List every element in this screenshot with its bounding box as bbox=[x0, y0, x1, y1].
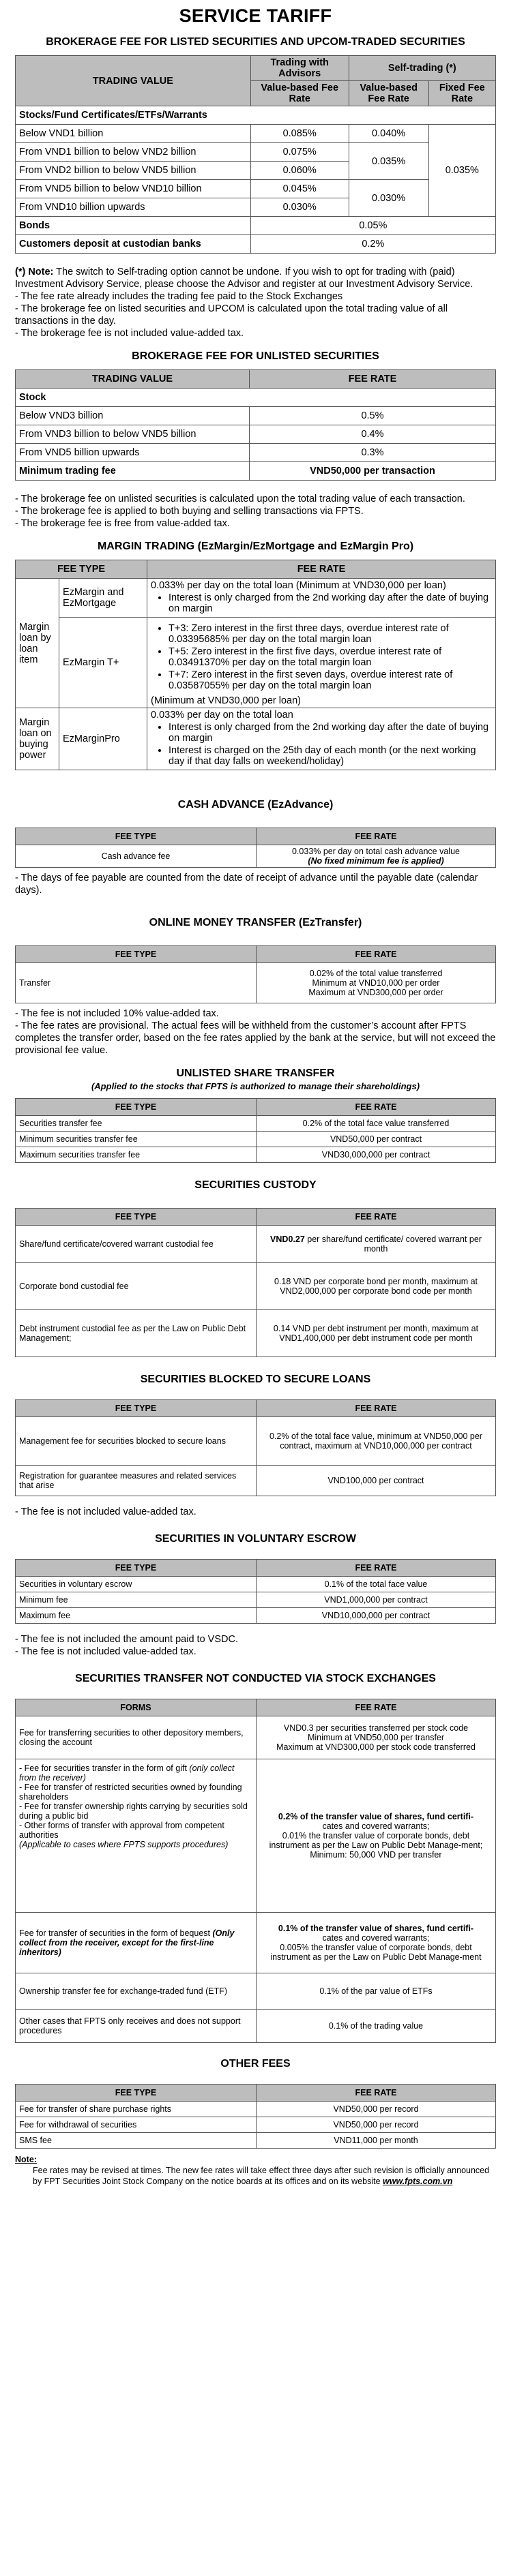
row-label: Maximum securities transfer fee bbox=[16, 1147, 257, 1163]
col-trading-value: TRADING VALUE bbox=[16, 370, 250, 389]
table-row bbox=[16, 1466, 496, 1496]
custody-heading: SECURITIES CUSTODY bbox=[194, 1179, 317, 1191]
product-name: EzMarginPro bbox=[59, 708, 147, 770]
table-row bbox=[16, 180, 496, 198]
min-fee-rate: VND50,000 per transaction bbox=[250, 462, 496, 481]
row-label: Fee for withdrawal of securities bbox=[16, 2117, 257, 2133]
cash-advance-table bbox=[15, 828, 496, 868]
unlisted-notes bbox=[15, 493, 496, 530]
row-label: From VND2 billion to below VND5 billion bbox=[16, 162, 251, 180]
bonds-rate: 0.05% bbox=[250, 217, 495, 235]
blocked-table bbox=[15, 1399, 496, 1496]
self-rate: 0.040% bbox=[349, 125, 428, 143]
col-trading-value: TRADING VALUE bbox=[16, 56, 251, 106]
unlisted-brokerage-table bbox=[15, 369, 496, 481]
table-row bbox=[16, 235, 496, 254]
final-note-label: Note: bbox=[15, 2155, 37, 2164]
table-row bbox=[16, 462, 496, 481]
table-row bbox=[16, 579, 496, 618]
row-label: Share/fund certificate/covered warrant custodial fee bbox=[16, 1226, 257, 1263]
cash-advance-notes: - The days of fee payable are counted from the date of receipt of advance until the payable date (calendar days). bbox=[15, 873, 478, 896]
table-row bbox=[16, 1226, 496, 1263]
col-fee-rate: FEE RATE bbox=[257, 828, 496, 845]
group-loan-item: Margin loan by loan item bbox=[16, 579, 59, 708]
col-fee-type: FEE TYPE bbox=[16, 1209, 257, 1226]
advisor-rate: 0.045% bbox=[250, 180, 349, 198]
custodian-rate: 0.2% bbox=[250, 235, 495, 254]
col-fee-rate: FEE RATE bbox=[257, 1099, 496, 1116]
unlisted-share-table bbox=[15, 1098, 496, 1163]
row-rate: 0.3% bbox=[250, 444, 496, 462]
table-row bbox=[16, 963, 496, 1003]
escrow-notes: - The fee is not included the amount paid to VSDC. - The fee is not included value-added tax. bbox=[15, 1634, 238, 1657]
money-transfer-table bbox=[15, 945, 496, 1003]
unlisted-share-heading: UNLISTED SHARE TRANSFER bbox=[176, 1067, 335, 1079]
row-label: From VND5 billion upwards bbox=[16, 444, 250, 462]
row-label: Registration for guarantee measures and related services that arise bbox=[16, 1466, 257, 1496]
row-label: Minimum fee bbox=[16, 1592, 257, 1608]
advisor-rate: 0.060% bbox=[250, 162, 349, 180]
row-rate: 0.2% of the total face value, minimum at VND50,000 per contract, maximum at VND10,000,000 per contract bbox=[257, 1417, 496, 1466]
note-line: - The brokerage fee is free from value-added tax. bbox=[15, 518, 230, 529]
row-rate: 0.1% of the trading value bbox=[257, 2010, 496, 2043]
row-rate: 0.2% of the total face value transferred bbox=[257, 1116, 496, 1132]
table-row bbox=[16, 2010, 496, 2043]
listed-notes bbox=[15, 266, 496, 339]
table-row bbox=[16, 1716, 496, 1759]
cash-advance-heading: CASH ADVANCE (EzAdvance) bbox=[177, 799, 334, 810]
row-label: Corporate bond custodial fee bbox=[16, 1263, 257, 1310]
row-label: SMS fee bbox=[16, 2133, 257, 2149]
table-row bbox=[16, 1608, 496, 1624]
row-label: Other cases that FPTS only receives and does not support procedures bbox=[16, 2010, 257, 2043]
col-forms: FORMS bbox=[16, 1699, 257, 1716]
row-label: - Fee for securities transfer in the form of gift (only collect from the receiver) - Fee for transfer of restricted securities owned by founding shareholders - Fee for transfer ownership rights carrying by securities sold during a public bid - Other forms of transfer with approval from competent authorities (Applicable to cases where FPTS supports procedures) bbox=[16, 1759, 257, 1913]
row-rate: VND10,000,000 per contract bbox=[257, 1608, 496, 1624]
row-label: Maximum fee bbox=[16, 1608, 257, 1624]
page-title: SERVICE TARIFF bbox=[179, 5, 332, 26]
table-row bbox=[16, 1116, 496, 1132]
row-label: From VND5 billion to below VND10 billion bbox=[16, 180, 251, 198]
row-rate: VND11,000 per month bbox=[257, 2133, 496, 2149]
row-label: Securities transfer fee bbox=[16, 1116, 257, 1132]
table-row bbox=[16, 845, 496, 868]
col-fee-type: FEE TYPE bbox=[16, 1560, 257, 1577]
row-label: Ownership transfer fee for exchange-traded fund (ETF) bbox=[16, 1973, 257, 2010]
col-fee-rate: FEE RATE bbox=[147, 560, 496, 579]
listed-brokerage-table bbox=[15, 55, 496, 254]
table-row bbox=[16, 143, 496, 162]
col-fee-rate: FEE RATE bbox=[257, 946, 496, 963]
table-row bbox=[16, 1913, 496, 1973]
row-rate: 0.18 VND per corporate bond per month, maximum at VND2,000,000 per corporate bond code per month bbox=[257, 1263, 496, 1310]
row-label: Debt instrument custodial fee as per the Law on Public Debt Management; bbox=[16, 1310, 257, 1357]
other-fees-heading: OTHER FEES bbox=[220, 2058, 291, 2070]
self-rate: 0.035% bbox=[349, 143, 428, 180]
row-rate: VND0.27 per share/fund certificate/ covered warrant per month bbox=[257, 1226, 496, 1263]
row-label: Management fee for securities blocked to secure loans bbox=[16, 1417, 257, 1466]
final-note: Note: Fee rates may be revised at times. The new fee rates will take effect three days after such revision is officially announced by FPT Securities Joint Stock Company on the notice boards at its offices and on its website www.fpts.com.vn bbox=[15, 2155, 490, 2186]
col-fee-rate: FEE RATE bbox=[257, 1699, 496, 1716]
row-label: Securities in voluntary escrow bbox=[16, 1577, 257, 1592]
margin-table bbox=[15, 560, 496, 770]
col-fee-rate: FEE RATE bbox=[250, 370, 496, 389]
bonds-label: Bonds bbox=[16, 217, 251, 235]
table-row bbox=[16, 444, 496, 462]
table-row bbox=[16, 1592, 496, 1608]
row-label: Minimum securities transfer fee bbox=[16, 1132, 257, 1147]
custody-table bbox=[15, 1208, 496, 1357]
self-rate: 0.030% bbox=[349, 180, 428, 217]
row-label: Fee for transferring securities to other depository members, closing the account bbox=[16, 1716, 257, 1759]
row-rate: VND30,000,000 per contract bbox=[257, 1147, 496, 1163]
col-fee-type: FEE TYPE bbox=[16, 2085, 257, 2102]
listed-brokerage-heading: BROKERAGE FEE FOR LISTED SECURITIES AND UPCOM-TRADED SECURITIES bbox=[46, 36, 465, 48]
table-row bbox=[16, 425, 496, 444]
row-rate: 0.2% of the transfer value of shares, fund certifi- cates and covered warrants; 0.01% the transfer value of corporate bonds, debt instrument as per the Law on Public Debt Manage-ment; Minimum: 50,000 VND per transfer bbox=[257, 1759, 496, 1913]
money-transfer-notes: - The fee is not included 10% value-added tax. - The fee rates are provisional. The actual fees will be withheld from the customer’s account after FPTS completes the transfer order, based on the fee rates applied by the bank at the service, but will not exceed the provisional fee value. bbox=[15, 1008, 496, 1056]
ezmargin-rate: 0.033% per day on the total loan (Minimum at VND30,000 per loan) • Interest is only charged from the 2nd working day after the date of buying on margin bbox=[147, 579, 496, 618]
table-row bbox=[16, 708, 496, 770]
table-row bbox=[16, 2117, 496, 2133]
row-rate: VND50,000 per record bbox=[257, 2102, 496, 2117]
escrow-table bbox=[15, 1559, 496, 1624]
table-row bbox=[16, 2102, 496, 2117]
col-self-trading: Self-trading (*) bbox=[349, 56, 495, 81]
row-rate: 0.1% of the transfer value of shares, fund certifi- cates and covered warrants; 0.005% the transfer value of corporate bonds, debt instrument as per the Law on Public Debt Manage-ment bbox=[257, 1913, 496, 1973]
ezmarginpro-rate: 0.033% per day on the total loan • Interest is only charged from the 2nd working day after the date of buying on margin • Interest is charged on the 25th day of each month (or the next working day if that day falls on weekend/holiday) bbox=[147, 708, 496, 770]
col-fee-type: FEE TYPE bbox=[16, 828, 257, 845]
col-fee-rate: FEE RATE bbox=[257, 1560, 496, 1577]
row-label: Fee for transfer of securities in the form of bequest (Only collect from the receiver, except for the first-line inheritors) bbox=[16, 1913, 257, 1973]
row-rate: 0.1% of the total face value bbox=[257, 1577, 496, 1592]
row-rate: VND50,000 per contract bbox=[257, 1132, 496, 1147]
group-buying-power: Margin loan on buying power bbox=[16, 708, 59, 770]
row-rate: 0.033% per day on total cash advance value (No fixed minimum fee is applied) bbox=[257, 845, 496, 868]
self-trading-note: (*) Note: The switch to Self-trading option cannot be undone. If you wish to opt for trading with (paid) Investment Advisory Service, please choose the Advisor and register at our Investment Advisory Service. bbox=[15, 267, 473, 290]
tariff-page bbox=[0, 5, 511, 2187]
row-label: Below VND3 billion bbox=[16, 407, 250, 425]
ezmargin-tplus-rate: • T+3: Zero interest in the first three days, overdue interest rate of 0.03395685% per day on the total margin loan • T+5: Zero interest in the first five days, overdue interest rate of 0.03491370% per day on the total margin loan • T+7: Zero interest in the first seven days, overdue interest rate of 0.03587055% per day on the total margin loan (Minimum at VND30,000 per loan) bbox=[147, 618, 496, 708]
row-rate: 0.02% of the total value transferred Minimum at VND10,000 per order Maximum at VND300,000 per order bbox=[257, 963, 496, 1003]
sub-fixed-rate: Fixed Fee Rate bbox=[428, 81, 495, 106]
sub-value-based-self: Value-based Fee Rate bbox=[349, 81, 428, 106]
row-rate: 0.4% bbox=[250, 425, 496, 444]
note-line: - The fee rate already includes the trading fee paid to the Stock Exchanges bbox=[15, 291, 343, 302]
table-row bbox=[16, 1310, 496, 1357]
row-rate: VND50,000 per record bbox=[257, 2117, 496, 2133]
row-rate: VND1,000,000 per contract bbox=[257, 1592, 496, 1608]
col-fee-type: FEE TYPE bbox=[16, 1099, 257, 1116]
advisor-rate: 0.085% bbox=[250, 125, 349, 143]
table-row bbox=[16, 217, 496, 235]
table-row bbox=[16, 1132, 496, 1147]
note-line: - The brokerage fee is not included value-added tax. bbox=[15, 328, 244, 339]
row-label: From VND10 billion upwards bbox=[16, 198, 251, 217]
row-label: From VND3 billion to below VND5 billion bbox=[16, 425, 250, 444]
min-fee-label: Minimum trading fee bbox=[16, 462, 250, 481]
table-row bbox=[16, 407, 496, 425]
row-rate: 0.5% bbox=[250, 407, 496, 425]
table-row bbox=[16, 1577, 496, 1592]
row-rate: VND0.3 per securities transferred per stock code Minimum at VND50,000 per transfer Maximum at VND300,000 per stock code transferred bbox=[257, 1716, 496, 1759]
table-row bbox=[16, 1147, 496, 1163]
table-row bbox=[16, 1759, 496, 1913]
transfer-not-exchange-heading: SECURITIES TRANSFER NOT CONDUCTED VIA STOCK EXCHANGES bbox=[75, 1673, 436, 1684]
product-name: EzMargin T+ bbox=[59, 618, 147, 708]
blocked-notes: - The fee is not included value-added tax. bbox=[15, 1506, 196, 1517]
other-fees-table bbox=[15, 2084, 496, 2149]
table-row bbox=[16, 1417, 496, 1466]
fixed-rate: 0.035% bbox=[428, 125, 495, 217]
table-row bbox=[16, 2133, 496, 2149]
advisor-rate: 0.075% bbox=[250, 143, 349, 162]
col-fee-type: FEE TYPE bbox=[16, 946, 257, 963]
row-label: From VND1 billion to below VND2 billion bbox=[16, 143, 251, 162]
row-rate: 0.1% of the par value of ETFs bbox=[257, 1973, 496, 2010]
advisor-rate: 0.030% bbox=[250, 198, 349, 217]
table-row bbox=[16, 125, 496, 143]
blocked-heading: SECURITIES BLOCKED TO SECURE LOANS bbox=[140, 1374, 371, 1385]
website-link[interactable]: www.fpts.com.vn bbox=[383, 2177, 453, 2186]
note-line: - The brokerage fee on listed securities and UPCOM is calculated upon the total trading value of all transactions in the day. bbox=[15, 303, 448, 327]
section-stock: Stock bbox=[16, 389, 496, 407]
note-line: - The brokerage fee on unlisted securities is calculated upon the total trading value of each transaction. bbox=[15, 494, 465, 504]
col-fee-rate: FEE RATE bbox=[257, 1209, 496, 1226]
row-label: Below VND1 billion bbox=[16, 125, 251, 143]
col-advisors: Trading with Advisors bbox=[250, 56, 349, 81]
row-label: Transfer bbox=[16, 963, 257, 1003]
escrow-heading: SECURITIES IN VOLUNTARY ESCROW bbox=[155, 1533, 356, 1545]
row-label: Cash advance fee bbox=[16, 845, 257, 868]
transfer-not-exchange-table bbox=[15, 1699, 496, 2043]
unlisted-brokerage-heading: BROKERAGE FEE FOR UNLISTED SECURITIES bbox=[132, 350, 379, 362]
col-fee-rate: FEE RATE bbox=[257, 1400, 496, 1417]
col-fee-rate: FEE RATE bbox=[257, 2085, 496, 2102]
product-name: EzMargin and EzMortgage bbox=[59, 579, 147, 618]
money-transfer-heading: ONLINE MONEY TRANSFER (EzTransfer) bbox=[149, 917, 362, 928]
unlisted-share-subheading: (Applied to the stocks that FPTS is authorized to manage their shareholdings) bbox=[91, 1081, 420, 1091]
row-rate: VND100,000 per contract bbox=[257, 1466, 496, 1496]
table-row bbox=[16, 618, 496, 708]
row-label: Fee for transfer of share purchase rights bbox=[16, 2102, 257, 2117]
col-fee-type: FEE TYPE bbox=[16, 560, 147, 579]
note-line: - The brokerage fee is applied to both buying and selling transactions via FPTS. bbox=[15, 506, 364, 517]
table-row bbox=[16, 1263, 496, 1310]
row-rate: 0.14 VND per debt instrument per month, maximum at VND1,400,000 per debt instrument code per month bbox=[257, 1310, 496, 1357]
custodian-label: Customers deposit at custodian banks bbox=[16, 235, 251, 254]
margin-heading: MARGIN TRADING (EzMargin/EzMortgage and EzMargin Pro) bbox=[97, 541, 414, 552]
sub-value-based-advisor: Value-based Fee Rate bbox=[250, 81, 349, 106]
table-row bbox=[16, 1973, 496, 2010]
section-stocks: Stocks/Fund Certificates/ETFs/Warrants bbox=[16, 106, 496, 125]
col-fee-type: FEE TYPE bbox=[16, 1400, 257, 1417]
